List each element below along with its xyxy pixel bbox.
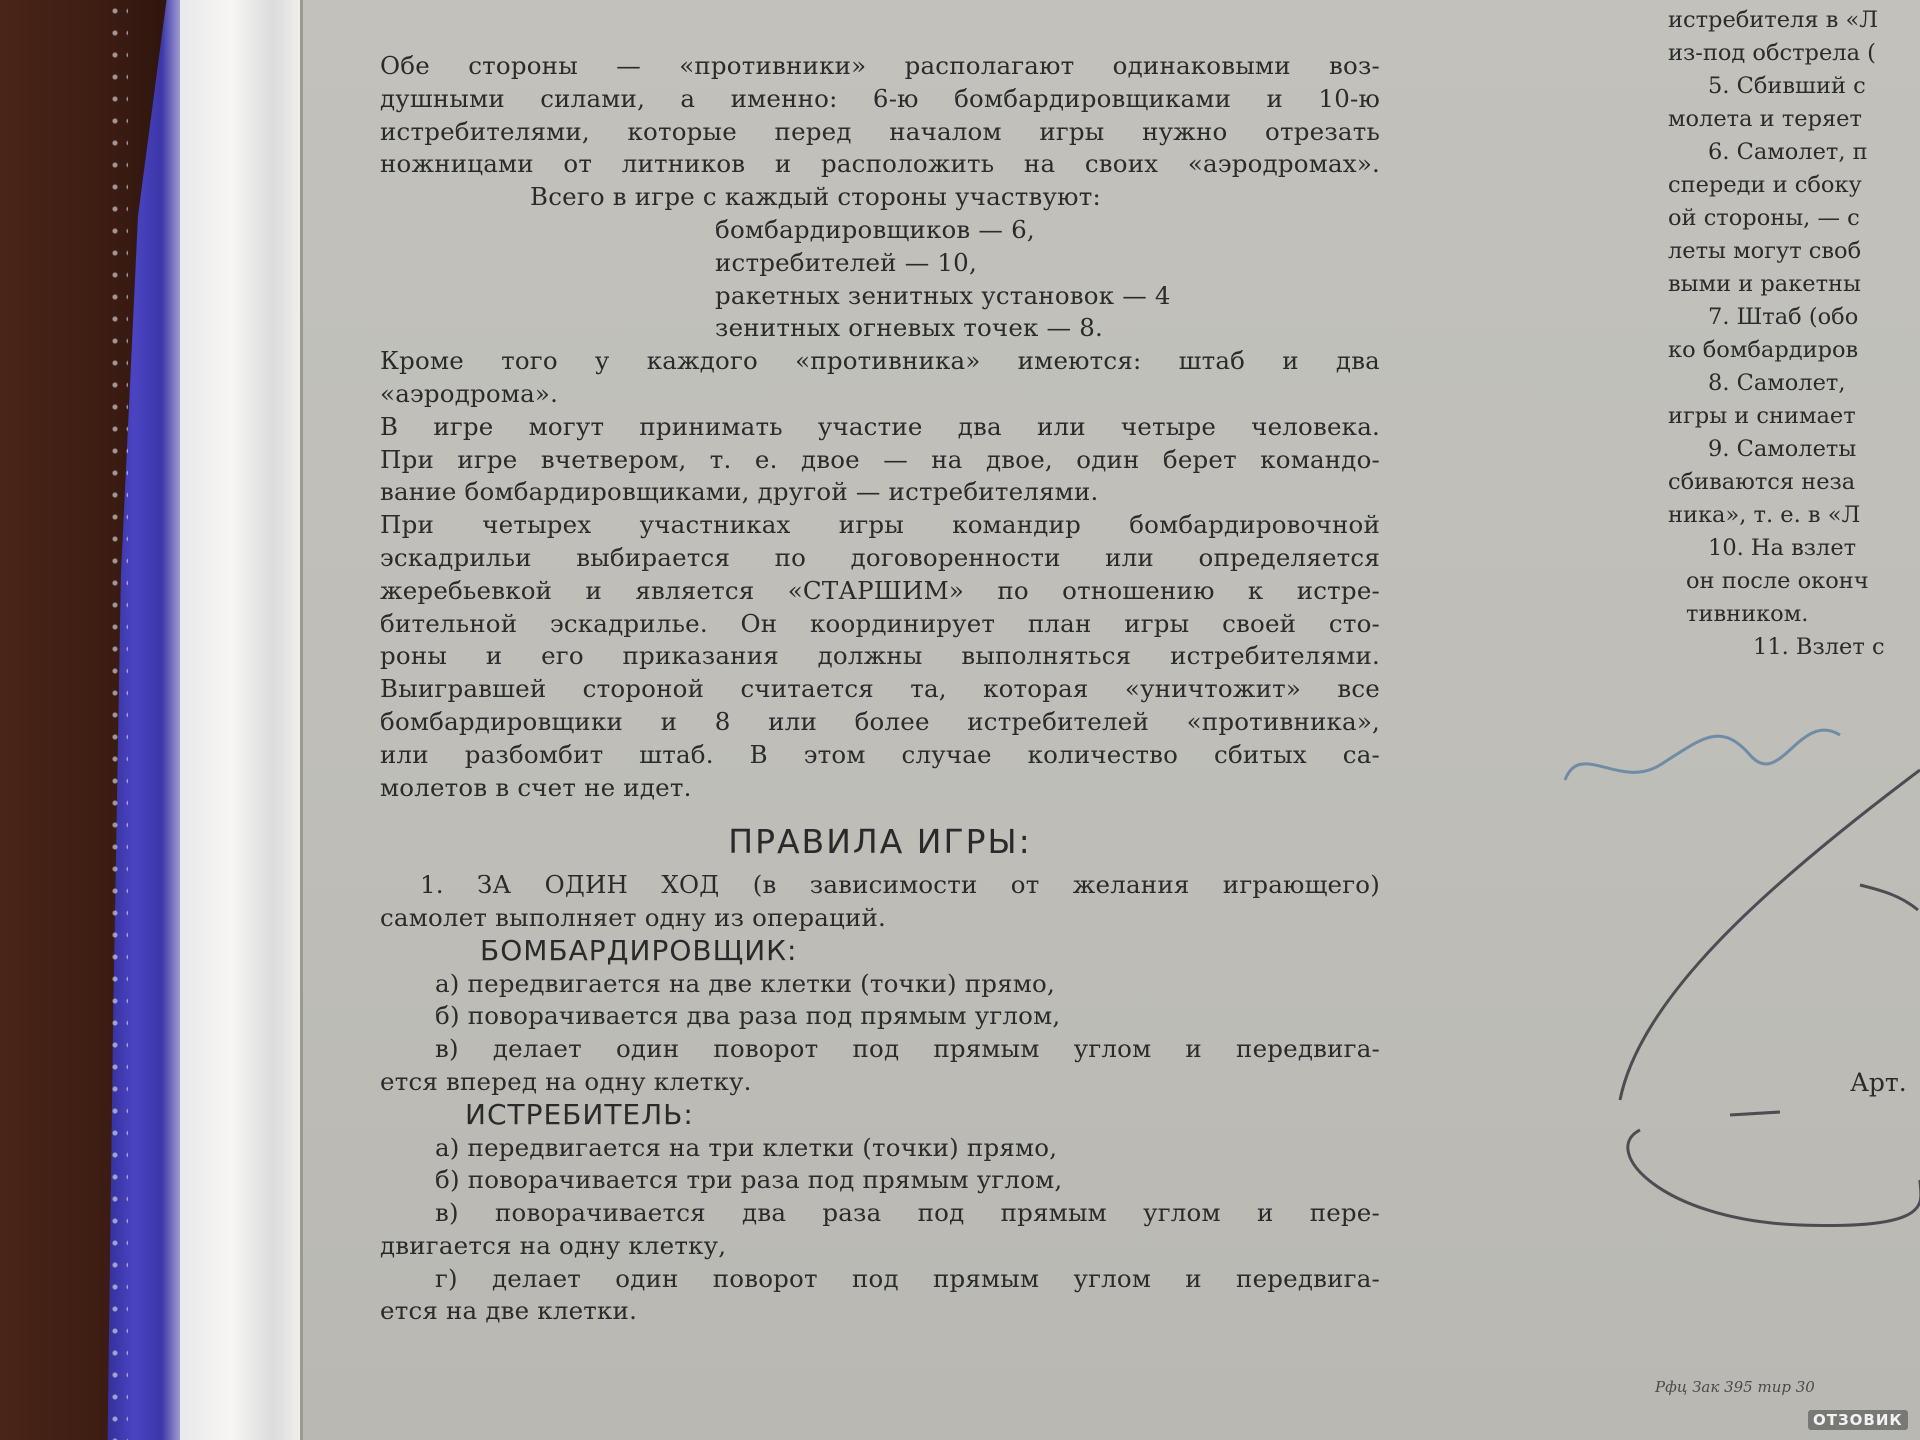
fragment-line: игры и снимает xyxy=(1668,403,1856,429)
fragment-line: тивником. xyxy=(1686,601,1809,627)
fragment-line: ко бомбардиров xyxy=(1668,337,1859,363)
intro-paragraph-3 xyxy=(380,411,1380,509)
fragment-line: 5. Сбивший с xyxy=(1708,73,1866,99)
fragment-line: спереди и сбоку xyxy=(1668,172,1862,198)
fragment-line: 8. Самолет, xyxy=(1708,370,1846,396)
list-item: а) передвигается на две клетки (точки) прямо, xyxy=(435,968,1055,998)
list-item: б) поворачивается два раза под прямым углом, xyxy=(435,1001,1061,1031)
list-item: б) поворачивается три раза под прямым углом, xyxy=(435,1165,1063,1195)
list-item: истребителей — 10, xyxy=(715,247,977,277)
page-fold xyxy=(300,0,303,1440)
fragment-line: 10. На взлет xyxy=(1708,535,1857,561)
list-item: а) передвигается на три клетки (точки) прямо, xyxy=(435,1132,1058,1162)
fragment-line: ника», т. е. в «Л xyxy=(1668,502,1861,528)
map-outline-tick xyxy=(1730,1112,1780,1115)
fighter-moves-list xyxy=(380,1132,1380,1329)
list-item-continuation: ется на две клетки. xyxy=(380,1296,638,1326)
text-line: эскадрильи выбирается по договоренности или определяется xyxy=(380,542,1380,572)
map-outline-small xyxy=(1860,885,1918,910)
text-line: Выигравшей стороной считается та, которая «уничтожит» все xyxy=(380,674,1380,704)
text-line: бомбардировщики и 8 или более истребителей «противника», xyxy=(380,706,1380,736)
fragment-line: 9. Самолеты xyxy=(1708,436,1857,462)
text-line: При игре вчетвером, т. е. двое — на двое, один берет командо- xyxy=(380,444,1380,474)
site-watermark: ОТЗОВИК xyxy=(1808,1410,1908,1430)
text-line: В игре могут принимать участие два или четыре человека. xyxy=(380,411,1380,441)
list-item: в) поворачивается два раза под прямым углом и пере- xyxy=(435,1198,1380,1228)
participants-total-line: Всего в игре с каждый стороны участвуют: xyxy=(530,182,1101,212)
text-line: или разбомбит штаб. В этом случае количество сбитых са- xyxy=(380,739,1380,769)
list-item: ракетных зенитных установок — 4 xyxy=(715,280,1171,310)
list-item: г) делает один поворот под прямым углом и передвига- xyxy=(435,1263,1380,1293)
fragment-line: молета и теряет xyxy=(1668,106,1862,132)
text-line: При четырех участниках игры командир бомбардировочной xyxy=(380,510,1380,540)
fragment-line: ой стороны, — с xyxy=(1668,205,1860,231)
text-line: самолет выполняет одну из операций. xyxy=(380,902,887,932)
text-line: жеребьевкой и является «СТАРШИМ» по отношению к истре- xyxy=(380,575,1380,605)
fragment-line: истребителя в «Л xyxy=(1668,7,1879,33)
text-line: Кроме того у каждого «противника» имеются: штаб и два xyxy=(380,346,1380,376)
right-column-fragment xyxy=(1668,4,1920,664)
text-line: вание бомбардировщиками, другой — истребителями. xyxy=(380,477,1099,507)
cover-edge-pattern xyxy=(108,0,128,1440)
bomber-moves-list xyxy=(380,968,1380,1099)
intro-paragraph-2 xyxy=(380,345,1380,411)
fragment-line: 6. Самолет, п xyxy=(1708,139,1868,165)
fighter-subheading: ИСТРЕБИТЕЛЬ: xyxy=(465,1097,694,1131)
text-line: истребителями, которые перед началом игры нужно отрезать xyxy=(380,116,1380,146)
game-map-drawing xyxy=(1540,680,1920,1240)
printing-info: Рфц Зак 395 тир 30 xyxy=(1655,1378,1815,1396)
list-item: бомбардировщиков — 6, xyxy=(715,214,1035,244)
text-line: роны и его приказания должны выполняться истребителями. xyxy=(380,641,1380,671)
unit-counts-list xyxy=(380,214,1380,345)
fragment-line: из-под обстрела ( xyxy=(1668,40,1876,66)
fragment-line: сбиваются неза xyxy=(1668,469,1856,495)
map-label: Арт. xyxy=(1850,1068,1907,1097)
text-line: душными силами, а именно: 6-ю бомбардировщиками и 10-ю xyxy=(380,83,1380,113)
text-line: 1. ЗА ОДИН ХОД (в зависимости от желания играющего) xyxy=(420,870,1380,900)
main-text-column xyxy=(380,50,1380,1328)
text-line: ножницами от литников и расположить на своих «аэродромах». xyxy=(380,149,1380,179)
fragment-line: он после оконч xyxy=(1686,568,1869,594)
fragment-line: 11. Взлет с xyxy=(1753,634,1885,660)
list-item: в) делает один поворот под прямым углом и передвига- xyxy=(435,1034,1380,1064)
intro-paragraph-1 xyxy=(380,50,1380,181)
text-line: бительной эскадрилье. Он координирует план игры своей сто- xyxy=(380,608,1380,638)
map-outline-line xyxy=(1620,770,1920,1100)
list-item: зенитных огневых точек — 8. xyxy=(715,313,1103,343)
bomber-subheading: БОМБАРДИРОВЩИК: xyxy=(480,933,798,967)
list-item-continuation: двигается на одну клетку, xyxy=(380,1230,727,1260)
map-outline-curve xyxy=(1628,1130,1920,1226)
fragment-line: леты могут своб xyxy=(1668,238,1862,264)
intro-paragraph-4 xyxy=(380,509,1380,804)
list-item-continuation: ется вперед на одну клетку. xyxy=(380,1066,752,1096)
blue-contour-line xyxy=(1565,730,1840,780)
rule-1 xyxy=(380,869,1380,935)
text-line: Обе стороны — «противники» располагают одинаковыми воз- xyxy=(380,51,1380,80)
text-line: «аэродрома». xyxy=(380,378,559,408)
fragment-line: 7. Штаб (обо xyxy=(1708,304,1859,330)
rules-heading: ПРАВИЛА ИГРЫ: xyxy=(728,822,1032,862)
text-line: молетов в счет не идет. xyxy=(380,772,692,802)
fragment-line: выми и ракетны xyxy=(1668,271,1861,297)
